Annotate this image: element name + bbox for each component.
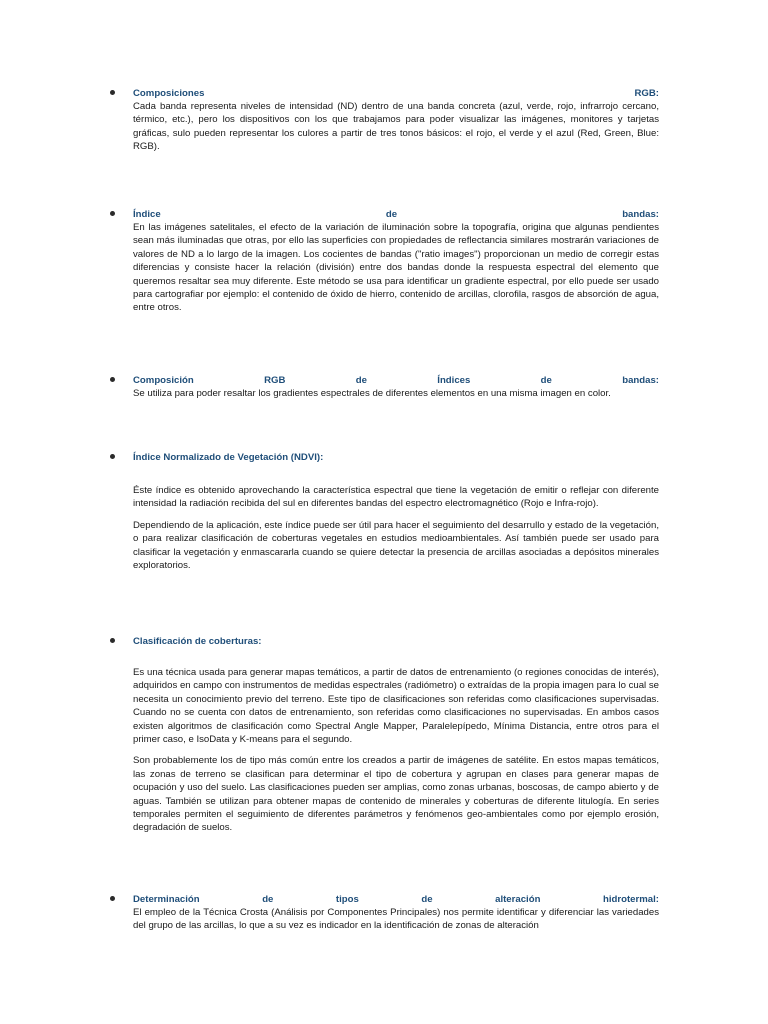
section-heading: Índice de bandas:	[133, 209, 659, 220]
section-cover-classification	[133, 636, 659, 835]
section-heading: Composición RGB de Índices de bandas:	[133, 375, 659, 386]
section-paragraph: Cada banda representa niveles de intensidad (ND) dentro de una banda concreta (azul, verde, rojo, infrarrojo cercano, térmico, etc.), pero los dispositivos con los que trabajamos para poder visualizar las imágenes, monitores y tarjetas gráficas, sulo pueden representar los culores a partir de tres tonos básicos: el rojo, el verde y el azul (Red, Green, Blue: RGB).	[133, 101, 659, 153]
section-hydrothermal-alteration	[133, 894, 659, 933]
bullet-icon	[110, 90, 115, 95]
section-heading: Composiciones RGB:	[133, 88, 659, 99]
section-ndvi	[133, 452, 659, 572]
bullet-icon	[110, 377, 115, 382]
section-paragraph: En las imágenes satelitales, el efecto de la variación de iluminación sobre la topografía, origina que algunas pendientes sean más iluminadas que otras, por ello las superficies con propiedades de reflectancia similares mostrarán variaciones de valores de ND a lo largo de la imagen. Los cocientes de bandas ("ratio images") proporcionan un medio de corregir estas diferencias y consiste hacer la relación (división) entre dos bandas donde la respuesta espectral del elemento que queremos resaltar sea muy diferente. Este método se usa para identificar un gradiente espectral, por ello puede ser usado para cartografiar por ejemplo: el contenido de óxido de hierro, contenido de arcillas, clorofila, rasgos de absorción de agua, entre otros.	[133, 222, 659, 314]
bullet-icon	[110, 896, 115, 901]
section-heading: Determinación de tipos de alteración hidrotermal:	[133, 894, 659, 905]
section-paragraph: Dependiendo de la aplicación, este índice puede ser útil para hacer el seguimiento del desarrullo y estado de la vegetación, o para realizar clasificación de coberturas vegetales en estudios medioambientales. Así también puede ser usado para clasificar la vegetación y enmascararla cuando se quiere detectar la presencia de arcillas asociadas a depósitos minerales exploratorios.	[133, 519, 659, 572]
section-band-index	[133, 209, 659, 315]
section-heading: Índice Normalizado de Vegetación (NDVI):	[133, 452, 324, 463]
section-paragraph: El empleo de la Técnica Crosta (Análisis por Componentes Principales) nos permite identificar y diferenciar las variedades del grupo de las arcillas, lo que a su vez es indicador en la identificación de zonas de alteración	[133, 907, 659, 932]
bullet-icon	[110, 638, 115, 643]
bullet-icon	[110, 454, 115, 459]
section-paragraph: Se utiliza para poder resaltar los gradientes espectrales de diferentes elementos en una misma imagen en color.	[133, 388, 611, 399]
section-paragraph: Es una técnica usada para generar mapas temáticos, a partir de datos de entrenamiento (o regiones conocidas de interés), adquiridos en campo con instrumentos de medidas espectrales (radiómetro) o extraídas de la propia imagen para lo cual se necesita un conocimiento previo del terreno. Este tipo de clasificaciones son referidas como clasificaciones supervisadas. Cuando no se cuenta con datos de entrenamiento, son referidas como clasificaciones no supervisadas. En ambos casos existen algoritmos de clasificación como Spectral Angle Mapper, Paralelepípedo, Mínima Distancia, entre otros para el primer caso, e IsoData y K-means para el segundo.	[133, 667, 659, 746]
section-rgb-band-indices	[133, 375, 659, 400]
section-heading: Clasificación de coberturas:	[133, 636, 262, 647]
bullet-icon	[110, 211, 115, 216]
section-paragraph: Éste índice es obtenido aprovechando la característica espectral que tiene la vegetación de emitir o reflejar con diferente intensidad la radiación recibida del sul en diferentes bandas del espectro electromagnético (Rojo e Infra-rojo).	[133, 485, 659, 510]
section-rgb-compositions	[133, 88, 659, 154]
section-paragraph: Son probablemente los de tipo más común entre los creados a partir de imágenes de satélite. En estos mapas temáticos, las zonas de terreno se clasifican para determinar el tipo de cobertura y agrupan en clases para generar mapas de ocupación y uso del suelo. Las clasificaciones pueden ser amplias, como zonas urbanas, boscosas, de campo abierto y de aguas. También se utilizan para obtener mapas de contenido de minerales y coberturas de diferente litulogía. En series temporales permiten el seguimiento de diferentes parámetros y fenómenos geo-ambientales como por ejemplo erosión, degradación de suelos.	[133, 755, 659, 834]
